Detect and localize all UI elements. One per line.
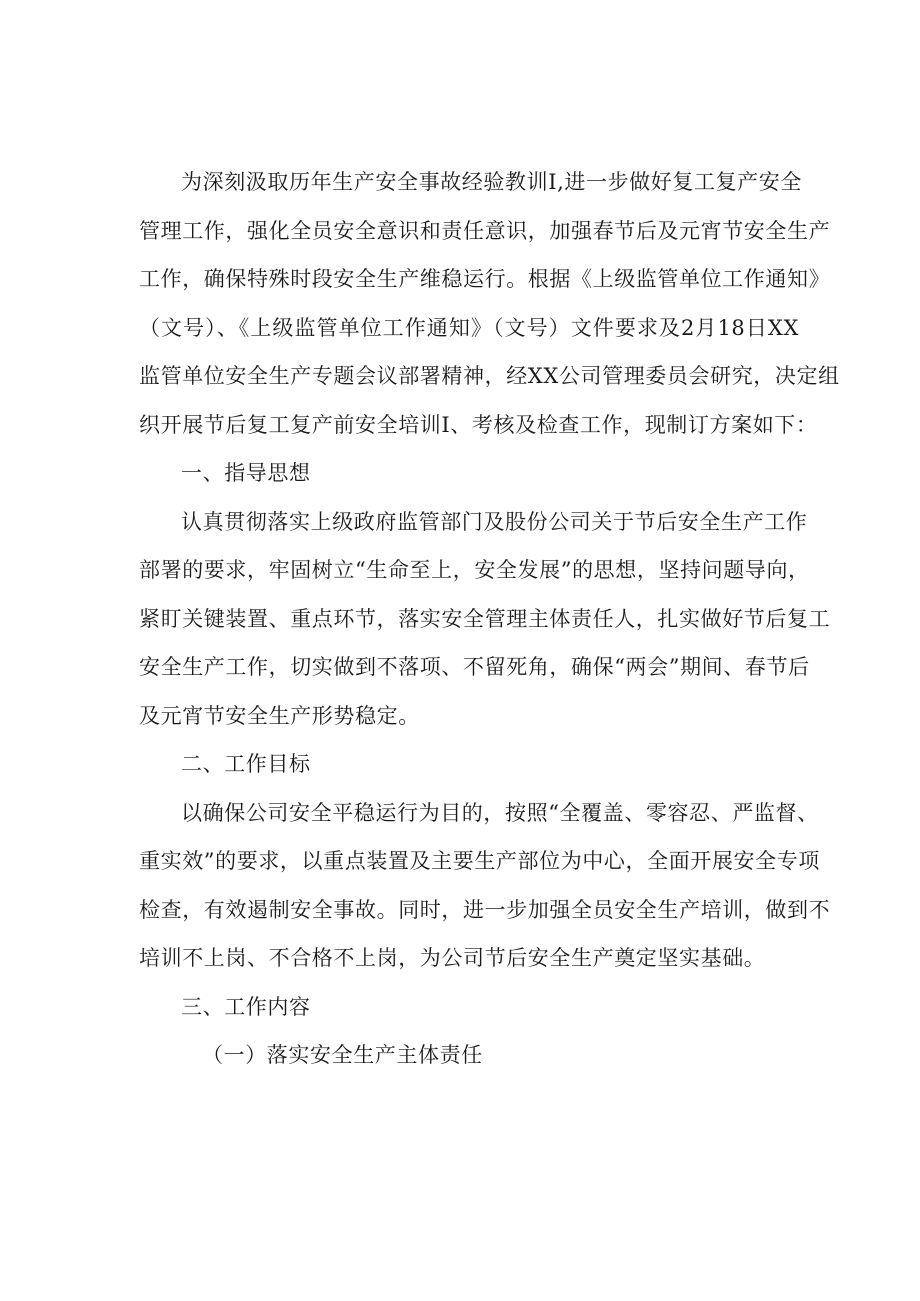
intro-paragraph-line: 织开展节后复工复产前安全培训I、考核及检查工作，现制订方案如下： [139, 412, 818, 437]
intro-paragraph-line: 监管单位安全生产专题会议部署精神，经XX公司管理委员会研究，决定组 [139, 364, 840, 388]
section-heading-guiding-ideology: 一、指导思想 [181, 461, 311, 485]
goals-paragraph-line: 培训不上岗、不合格不上岗，为公司节后安全生产奠定坚实基础。 [139, 946, 766, 970]
subsection-heading-responsibility: （一）落实安全生产主体责任 [202, 1043, 483, 1067]
goals-paragraph-line: 重实效”的要求，以重点装置及主要生产部位为中心，全面开展安全专项 [139, 849, 820, 873]
goals-paragraph-line: 检查，有效遏制安全事故。同时，进一步加强全员安全生产培训，做到不 [139, 897, 831, 922]
guiding-paragraph-line: 安全生产工作，切实做到不落项、不留死角，确保“两会”期间、春节后 [139, 655, 810, 679]
guiding-paragraph-line: 部署的要求，牢固树立“生命至上，安全发展”的思想，坚持问题导向， [139, 558, 810, 582]
document-body [139, 158, 840, 1080]
goals-paragraph-line: 以确保公司安全平稳运行为目的，按照“全覆盖、零容忍、严监督、 [181, 800, 819, 825]
intro-paragraph-line: 为深刻汲取历年生产安全事故经验教训I,进一步做好复工复产安全 [181, 170, 802, 194]
intro-paragraph-line: （文号）、《上级监管单位工作通知》（文号）文件要求及2月18日XX [139, 315, 799, 340]
intro-paragraph-line: 工作，确保特殊时段安全生产维稳运行。根据《上级监管单位工作通知》 [139, 267, 831, 291]
intro-paragraph-line: 管理工作，强化全员安全意识和责任意识，加强春节后及元宵节安全生产 [139, 218, 831, 243]
section-heading-work-goals: 二、工作目标 [181, 752, 311, 776]
guiding-paragraph-line: 及元宵节安全生产形势稳定。 [139, 703, 420, 728]
section-heading-work-content: 三、工作内容 [181, 994, 311, 1019]
guiding-paragraph-line: 认真贯彻落实上级政府监管部门及股份公司关于节后安全生产工作 [181, 509, 808, 534]
guiding-paragraph-line: 紧盯关键装置、重点环节，落实安全管理主体责任人，扎实做好节后复工 [139, 606, 831, 631]
